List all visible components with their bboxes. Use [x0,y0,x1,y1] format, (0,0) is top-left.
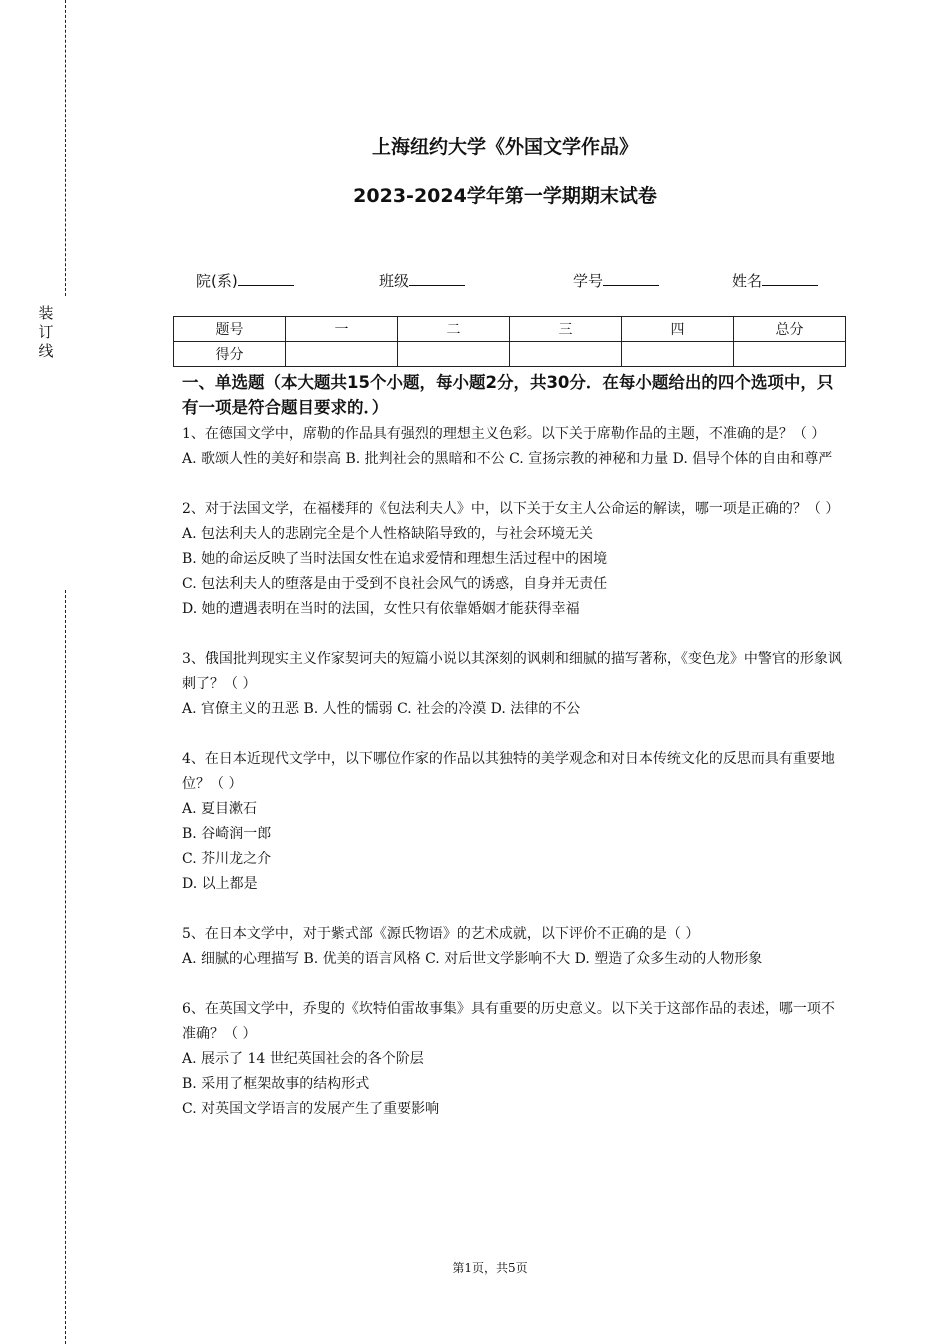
binding-line-lower [65,590,66,1344]
score-table-header-row [174,317,846,342]
score-cell [734,342,846,367]
info-field-class [379,270,465,291]
info-field-student-id [573,270,659,291]
question-option: A. 包法利夫人的悲剧完全是个人性格缺陷导致的，与社会环境无关 [182,526,594,542]
question-option: D. 以上都是 [182,876,258,892]
section-heading: 一、单选题（本大题共15个小题，每小题2分，共30分．在每小题给出的四个选项中，只有一项是符合题目要求的．） [182,373,834,417]
question-stem: 1、在德国文学中，席勒的作品具有强烈的理想主义色彩。以下关于席勒作品的主题，不准确的是？（ ） [182,426,826,442]
page-footer: 第1页，共5页 [452,1261,528,1275]
info-label: 学号 [573,272,604,290]
info-field-name [732,270,818,291]
question-options: A. 官僚主义的丑恶 B. 人性的懦弱 C. 社会的冷漠 D. 法律的不公 [182,701,581,717]
question-options: A. 细腻的心理描写 B. 优美的语言风格 C. 对后世文学影响不大 D. 塑造了众多生动的人物形象 [182,951,763,967]
question-option: B. 采用了框架故事的结构形式 [182,1076,370,1092]
score-header-cell: 题号 [174,317,286,342]
binding-char: 线 [38,342,54,360]
question-3 [182,647,842,722]
question-stem: 4、在日本近现代文学中，以下哪位作家的作品以其独特的美学观念和对日本传统文化的反思而具有重要地位？（ ） [182,751,835,792]
exam-title-term: 2023-2024学年第一学期期末试卷 [353,185,657,207]
question-1 [182,422,842,472]
exam-content [182,370,842,1147]
score-header-cell: 一 [286,317,398,342]
info-label: 姓名 [732,272,763,290]
question-option: B. 谷崎润一郎 [182,826,272,842]
score-cell [286,342,398,367]
score-cell [398,342,510,367]
info-blank [762,271,818,286]
info-blank [238,271,294,286]
question-stem: 6、在英国文学中，乔叟的《坎特伯雷故事集》具有重要的历史意义。以下关于这部作品的表述，哪一项不准确？（ ） [182,1001,835,1042]
info-label: 班级 [379,272,410,290]
question-6 [182,997,842,1122]
question-stem: 3、俄国批判现实主义作家契诃夫的短篇小说以其深刻的讽刺和细腻的描写著称，《变色龙》中警官的形象讽刺了？（ ） [182,651,842,692]
question-option: C. 对英国文学语言的发展产生了重要影响 [182,1101,440,1117]
question-option: A. 夏目漱石 [182,801,258,817]
score-header-cell: 四 [622,317,734,342]
question-stem: 5、在日本文学中，对于紫式部《源氏物语》的艺术成就，以下评价不正确的是（ ） [182,926,700,942]
score-row-label: 得分 [174,342,286,367]
question-option: D. 她的遭遇表明在当时的法国，女性只有依靠婚姻才能获得幸福 [182,601,580,617]
question-5 [182,922,842,972]
score-header-cell: 三 [510,317,622,342]
exam-title-university: 上海纽约大学《外国文学作品》 [371,136,638,158]
info-blank [409,271,465,286]
info-field-department [196,270,294,291]
question-option: B. 她的命运反映了当时法国女性在追求爱情和理想生活过程中的困境 [182,551,608,567]
question-options: A. 歌颂人性的美好和崇高 B. 批判社会的黑暗和不公 C. 宣扬宗教的神秘和力量 D. 倡导个体的自由和尊严 [182,451,833,467]
info-blank [603,271,659,286]
question-option: C. 包法利夫人的堕落是由于受到不良社会风气的诱惑，自身并无责任 [182,576,608,592]
binding-char: 装 [38,304,54,322]
binding-label [36,304,56,361]
score-cell [510,342,622,367]
info-label: 院(系) [196,272,238,290]
score-table-score-row [174,342,846,367]
question-2 [182,497,842,622]
score-header-cell: 二 [398,317,510,342]
question-4 [182,747,842,897]
question-option: A. 展示了 14 世纪英国社会的各个阶层 [182,1051,424,1067]
score-header-cell: 总分 [734,317,846,342]
question-option: C. 芥川龙之介 [182,851,272,867]
score-cell [622,342,734,367]
score-table [173,316,846,367]
question-stem: 2、对于法国文学，在福楼拜的《包法利夫人》中，以下关于女主人公命运的解读，哪一项是正确的？（ ） [182,501,840,517]
binding-char: 订 [38,323,54,341]
